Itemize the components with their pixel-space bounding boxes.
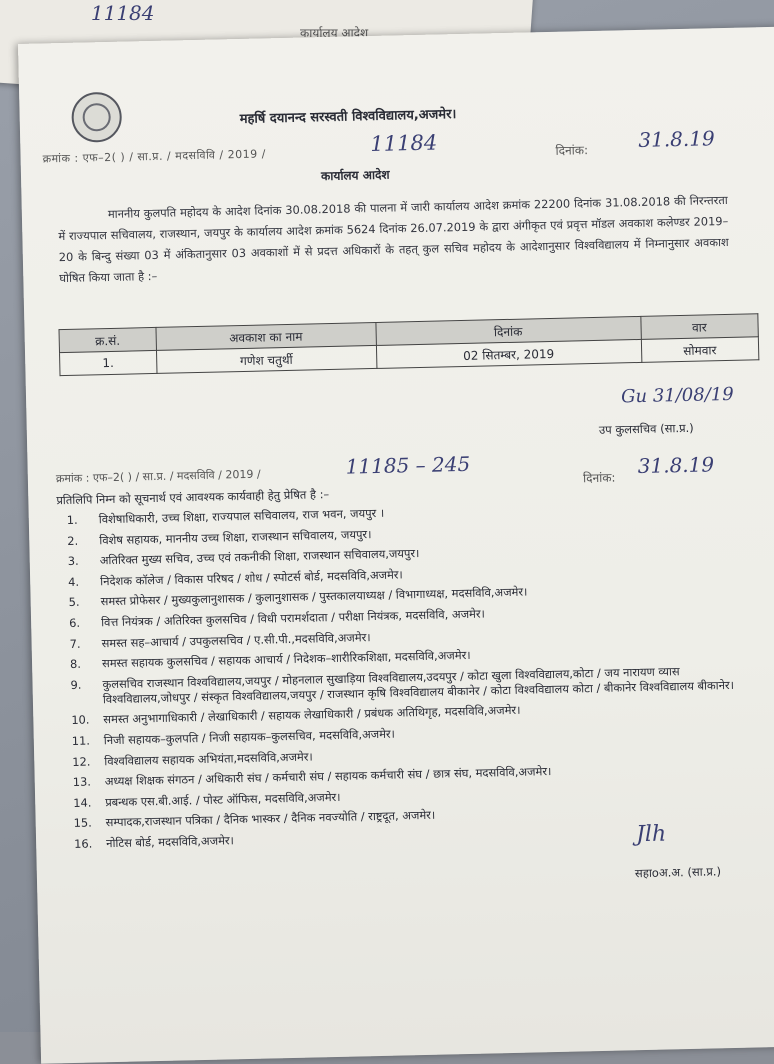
holiday-table bbox=[58, 313, 759, 376]
back-ref-number: 11184 bbox=[90, 1, 155, 26]
deputy-registrar-designation: उप कुलसचिव (सा.प्र.) bbox=[598, 420, 694, 437]
table-cell: गणेश चतुर्थी bbox=[156, 345, 376, 373]
list-item-number: 9. bbox=[70, 677, 82, 692]
table-cell: 02 सितम्बर, 2019 bbox=[376, 339, 641, 368]
office-order-document bbox=[18, 26, 774, 1064]
list-item-text: समस्त सह–आचार्य / उपकुलसचिव / ए.सी.पी.,मदसविवि,अजमेर। bbox=[101, 629, 371, 650]
list-item-number: 12. bbox=[72, 754, 91, 769]
list-item-text: विश्वविद्यालय सहायक अभियंता,मदसविवि,अजमेर। bbox=[104, 749, 313, 768]
back-office-label: कार्यालय आदेश bbox=[300, 25, 369, 40]
list-item-number: 3. bbox=[67, 553, 79, 569]
list-item-text: निदेशक कॉलेज / विकास परिषद / शोध / स्पोटर्स बोर्ड, मदसविवि,अजमेर। bbox=[100, 567, 403, 589]
list-item-number: 16. bbox=[74, 836, 93, 851]
order-date: 31.8.19 bbox=[638, 126, 715, 152]
table-cell: सोमवार bbox=[641, 337, 759, 363]
copy-ref-number: 11185 – 245 bbox=[345, 451, 471, 479]
list-item-number: 7. bbox=[69, 636, 81, 651]
copy-ref-label: क्रमांक : एफ–2( ) / सा.प्र. / मदसविवि / 2019 / bbox=[55, 467, 261, 486]
col-header: दिनांक bbox=[375, 316, 640, 345]
order-paragraph-text: माननीय कुलपति महोदय के आदेश दिनांक 30.08.2018 की पालना में जारी कार्यालय आदेश क्रमांक 22200 दिनांक 31.08.2018 की निरन्तरता में राज्यपाल सचिवालय, राजस्थान, जयपुर के कार्यालय आदेश क्रमांक 5624 दिनांक 26.07.2019 के द्वारा अंगीकृत एवं प्रवृत्त मॉडल अवकाश कलेण्डर 2019–20 के बिन्दु संख्या 03 में अंकितानुसार 03 अवकाशों में से प्रदत्त अधिकारों के तहत् कुल सचिव महोदय के आदेशानुसार विश्वविद्यालय में निम्नानुसार अवकाश घोषित किया जाता है :– bbox=[58, 192, 729, 286]
list-item-text: समस्त सहायक कुलसचिव / सहायक आचार्य / निदेशक–शारीरिकशिक्षा, मदसविवि,अजमेर। bbox=[101, 648, 471, 671]
list-item-number: 15. bbox=[73, 815, 92, 831]
university-logo bbox=[71, 92, 122, 143]
list-item-number: 6. bbox=[68, 615, 81, 630]
list-item-number: 1. bbox=[66, 512, 78, 528]
list-item-number: 5. bbox=[68, 595, 80, 610]
list-item-number: 11. bbox=[71, 733, 91, 748]
list-item-text: प्रबन्धक एस.बी.आई. / पोस्ट ऑफिस, मदसविवि,अजमेर। bbox=[105, 789, 341, 809]
copy-date-label: दिनांक: bbox=[582, 470, 616, 486]
copy-recipients-list bbox=[67, 498, 755, 858]
order-paragraph bbox=[58, 190, 730, 289]
col-header: अवकाश का नाम bbox=[156, 322, 376, 350]
list-item-text: कुलसचिव राजस्थान विश्वविद्यालय,जयपुर / मोहनलाल सुखाड़िया विश्वविद्यालय,उदयपुर / कोटा खुला विश्वविद्यालय,कोटा / जय नारायण व्यास विश्वविद्यालय,जोधपुर / संस्कृत विश्वविद्यालय,जयपुर / राजस्थान कृषि विश्वविद्यालय बीकानेर / कोटा विश्वविद्यालय कोटा / बीकानेर विश्वविद्यालय बीकानेर। bbox=[102, 663, 735, 706]
col-header: वार bbox=[640, 314, 758, 340]
copy-date: 31.8.19 bbox=[637, 452, 715, 479]
list-item-text: विशेष सहायक, माननीय उच्च शिक्षा, राजस्थान सचिवालय, जयपुर। bbox=[99, 526, 372, 547]
university-title: महर्षि दयानन्द सरस्वती विश्वविद्यालय,अजमेर। bbox=[239, 107, 457, 127]
order-ref-number: 11184 bbox=[370, 130, 438, 157]
list-item-text: समस्त प्रोफेसर / मुख्यकुलानुशासक / कुलानुशासक / पुस्तकालयाध्यक्ष / विभागाध्यक्ष, मदसविवि,अजमेर। bbox=[100, 584, 528, 609]
order-date-label: दिनांक: bbox=[555, 143, 589, 158]
list-item-number: 13. bbox=[72, 774, 92, 790]
list-item-text: विशेषाधिकारी, उच्च शिक्षा, राज्यपाल सचिवालय, राज भवन, जयपुर । bbox=[98, 505, 385, 527]
list-item-text: समस्त अनुभागाधिकारी / लेखाधिकारी / सहायक लेखाधिकारी / प्रबंधक अतिथिगृह, मदसविवि,अजमेर। bbox=[103, 703, 521, 727]
order-ref-label: क्रमांक : एफ–2( ) / सा.प्र. / मदसविवि / 2019 / bbox=[42, 147, 266, 166]
deputy-registrar-signature: Gu 31/08/19 bbox=[620, 383, 734, 408]
assistant-signature: Jlh bbox=[635, 821, 667, 848]
list-item-text: निजी सहायक–कुलपति / निजी सहायक–कुलसचिव, मदसविवि,अजमेर। bbox=[103, 726, 396, 748]
col-header: क्र.सं. bbox=[59, 327, 156, 352]
list-item-text: अध्यक्ष शिक्षक संगठन / अधिकारी संघ / कर्मचारी संघ / सहायक कर्मचारी संघ / छात्र संघ, मदसविवि,अजमेर। bbox=[104, 764, 552, 789]
list-item-number: 2. bbox=[67, 533, 79, 548]
list-item-number: 14. bbox=[73, 795, 92, 810]
list-item-number: 4. bbox=[68, 574, 80, 589]
list-item-number: 8. bbox=[69, 656, 82, 672]
list-item-text: वित्त नियंत्रक / अतिरिक्त कुलसचिव / विधी परामर्शदाता / परीक्षा नियंत्रक, मदसविवि, अजमेर। bbox=[100, 606, 486, 630]
assistant-designation: सहाoअ.अ. (सा.प्र.) bbox=[634, 864, 722, 881]
list-item-text: नोटिस बोर्ड, मदसविवि,अजमेर। bbox=[105, 833, 235, 851]
list-item-number: 10. bbox=[71, 712, 90, 728]
list-item-text: अतिरिक्त मुख्य सचिव, उच्च एवं तकनीकी शिक्षा, राजस्थान सचिवालय,जयपुर। bbox=[99, 546, 420, 568]
office-order-title: कार्यालय आदेश bbox=[320, 167, 390, 184]
list-item-text: सम्पादक,राजस्थान पत्रिका / दैनिक भास्कर / दैनिक नवज्योति / राष्ट्रदूत, अजमेर। bbox=[105, 808, 436, 830]
table-cell: 1. bbox=[60, 350, 157, 375]
copy-intro: प्रतिलिपि निम्न को सूचनार्थ एवं आवश्यक कार्यवाही हेतु प्रेषित है :– bbox=[56, 487, 330, 508]
